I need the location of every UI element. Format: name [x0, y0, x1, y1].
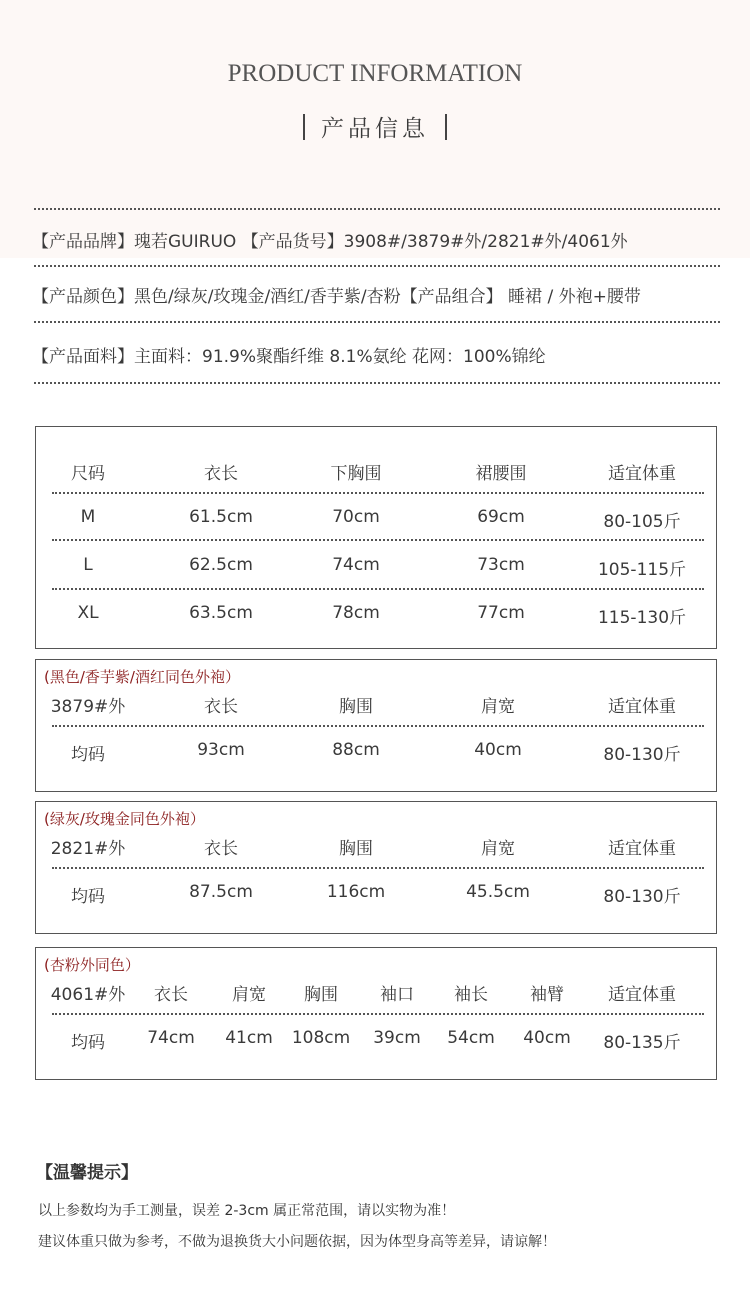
table-cell: 74cm [147, 1028, 195, 1048]
table-header: 衣长 [154, 985, 188, 1005]
table-cell: 41cm [225, 1028, 273, 1048]
table-header: 尺码 [71, 464, 105, 484]
table-cell: 80-135斤 [603, 1033, 681, 1053]
info-fabric: 【产品面料】主面料：91.9%聚酯纤维 8.1%氨纶 花网：100%锦纶 [32, 347, 546, 367]
table-header: 肩宽 [481, 697, 515, 717]
table-cell: 39cm [373, 1028, 421, 1048]
table-caption: (杏粉外同色） [44, 956, 140, 974]
divider [34, 208, 720, 210]
row-divider [52, 492, 704, 494]
table-cell: 均码 [71, 887, 105, 907]
table-cell: 70cm [332, 507, 380, 527]
title-chinese: 产品信息 [321, 116, 429, 142]
title-english: PRODUCT INFORMATION [227, 60, 523, 87]
tips-title: 【温馨提示】 [36, 1163, 138, 1183]
table-header: 胸围 [339, 697, 373, 717]
table-header: 适宜体重 [608, 985, 676, 1005]
table-header: 下胸围 [330, 464, 382, 484]
divider [34, 321, 720, 323]
row-divider [52, 588, 704, 590]
table-cell: 45.5cm [466, 882, 530, 902]
table-cell: 88cm [332, 740, 380, 760]
table-cell: 115-130斤 [597, 608, 687, 628]
table-header: 肩宽 [481, 839, 515, 859]
table-header: 袖长 [454, 985, 488, 1005]
size-table-robe-3879 [35, 659, 717, 792]
row-divider [52, 1013, 704, 1015]
table-cell: 69cm [477, 507, 525, 527]
title-right-bar [445, 114, 447, 140]
table-cell: 均码 [71, 1033, 105, 1053]
table-cell: 93cm [197, 740, 245, 760]
table-header: 4061#外 [50, 985, 126, 1005]
divider [34, 265, 720, 267]
table-cell: 108cm [291, 1028, 351, 1048]
size-table-sleepdress [35, 426, 717, 649]
table-header: 衣长 [204, 697, 238, 717]
table-cell: 87.5cm [189, 882, 253, 902]
table-cell: 63.5cm [189, 603, 253, 623]
table-caption: (黑色/香芋紫/酒红同色外袍） [44, 668, 240, 686]
table-header: 胸围 [339, 839, 373, 859]
table-header: 袖口 [380, 985, 414, 1005]
table-cell: 77cm [477, 603, 525, 623]
row-divider [52, 867, 704, 869]
size-table-robe-2821 [35, 801, 717, 934]
info-brand-sku: 【产品品牌】瑰若GUIRUO 【产品货号】3908#/3879#外/2821#外/4061外 [32, 232, 628, 252]
table-cell: 116cm [326, 882, 386, 902]
table-cell: XL [77, 603, 99, 623]
table-header: 3879#外 [50, 697, 126, 717]
divider [34, 382, 720, 384]
table-cell: 62.5cm [189, 555, 253, 575]
table-caption: (绿灰/玫瑰金同色外袍） [44, 810, 205, 828]
table-header: 适宜体重 [608, 697, 676, 717]
table-cell: 54cm [447, 1028, 495, 1048]
table-cell: 80-130斤 [603, 887, 681, 907]
table-header: 衣长 [204, 839, 238, 859]
row-divider [52, 725, 704, 727]
size-table-robe-4061 [35, 947, 717, 1080]
table-cell: 105-115斤 [597, 560, 687, 580]
info-color-combo: 【产品颜色】黑色/绿灰/玫瑰金/酒红/香芋紫/杏粉【产品组合】 睡裙 / 外袍+腰带 [32, 287, 641, 307]
table-cell: 80-130斤 [603, 745, 681, 765]
table-cell: M [80, 507, 96, 527]
table-cell: 40cm [523, 1028, 571, 1048]
table-header: 肩宽 [232, 985, 266, 1005]
table-header: 适宜体重 [608, 839, 676, 859]
title-chinese-wrap [0, 110, 750, 143]
table-cell: 均码 [71, 745, 105, 765]
table-cell: 80-105斤 [603, 512, 681, 532]
table-cell: 73cm [477, 555, 525, 575]
table-cell: 74cm [332, 555, 380, 575]
table-header: 胸围 [304, 985, 338, 1005]
table-cell: 78cm [332, 603, 380, 623]
row-divider [52, 539, 704, 541]
table-cell: 40cm [474, 740, 522, 760]
table-cell: L [83, 555, 93, 575]
tip-line: 建议体重只做为参考，不做为退换货大小问题依据，因为体型身高等差异，请谅解！ [38, 1234, 556, 1250]
table-header: 2821#外 [50, 839, 126, 859]
table-header: 袖臂 [530, 985, 564, 1005]
table-header: 适宜体重 [608, 464, 676, 484]
title-left-bar [303, 114, 305, 140]
table-header: 裙腰围 [475, 464, 527, 484]
tip-line: 以上参数均为手工测量，误差 2-3cm 属正常范围，请以实物为准！ [38, 1203, 456, 1219]
table-header: 衣长 [204, 464, 238, 484]
table-cell: 61.5cm [189, 507, 253, 527]
